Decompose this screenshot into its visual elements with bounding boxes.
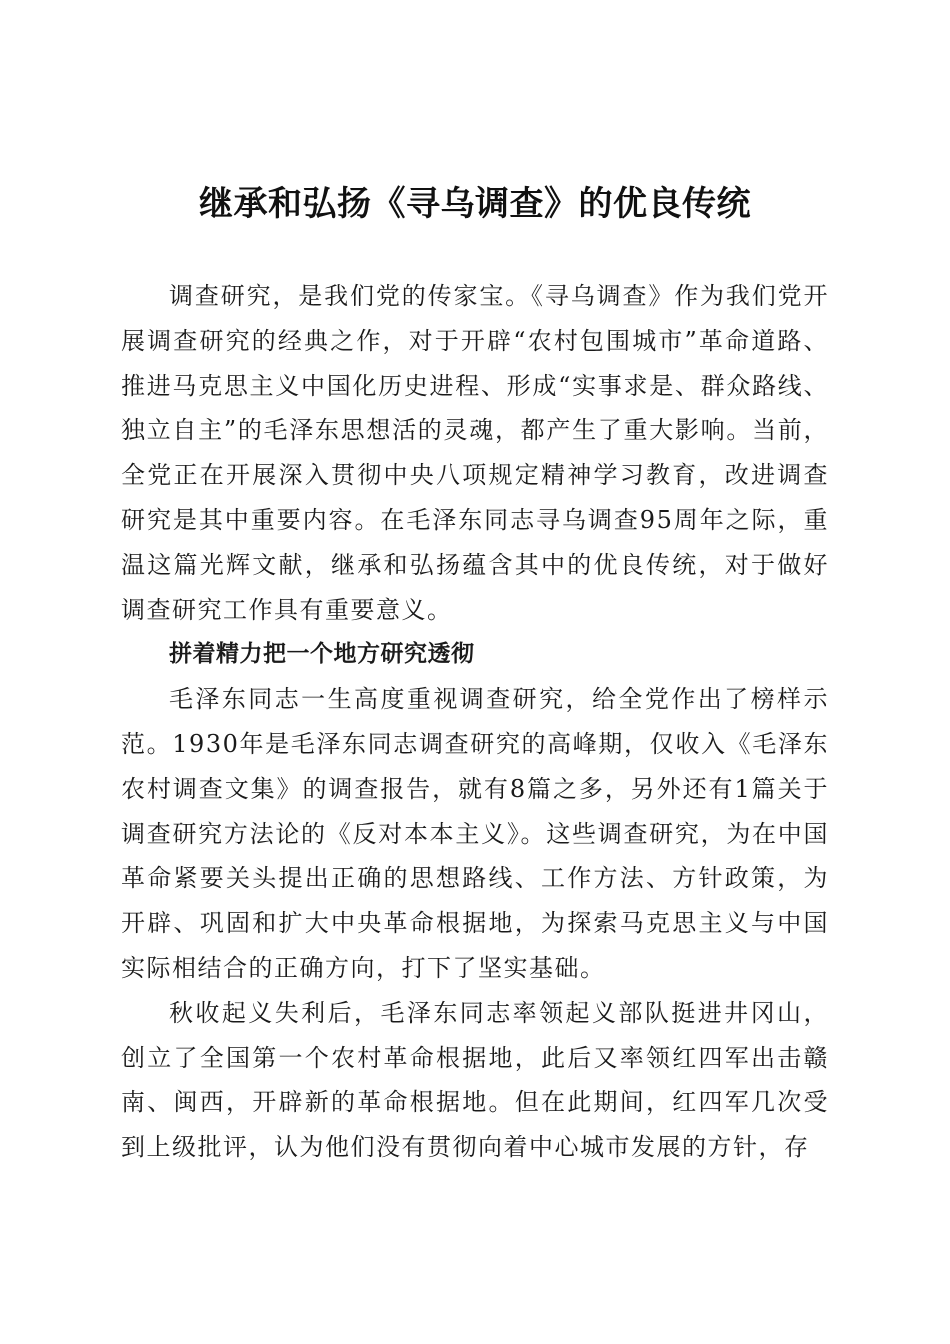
section-heading: 拼着精力把一个地方研究透彻: [169, 641, 475, 668]
document-title: 继承和弘扬《寻乌调查》的优良传统: [199, 184, 751, 224]
paragraph-intro: 调查研究，是我们党的传家宝。《寻乌调查》作为我们党开展调查研究的经典之作，对于开辟“农村包围城市”革命道路、推进马克思主义中国化历史进程、形成“实事求是、群众路线、独立自主”的毛泽东思想活的灵魂，都产生了重大影响。当前，全党正在开展深入贯彻中央八项规定精神学习教育，改进调查研究是其中重要内容。在毛泽东同志寻乌调查95周年之际，重温这篇光辉文献，继承和弘扬蕴含其中的优良传统，对于做好调查研究工作具有重要意义。: [121, 282, 829, 624]
document-body: [121, 274, 829, 1170]
paragraph-autumn-uprising: 秋收起义失利后，毛泽东同志率领起义部队挺进井冈山，创立了全国第一个农村革命根据地，此后又率领红四军出击赣南、闽西，开辟新的革命根据地。但在此期间，红四军几次受到上级批评，认为他们没有贯彻向着中心城市发展的方针，存: [121, 998, 829, 1162]
paragraph-research-1930: 毛泽东同志一生高度重视调查研究，给全党作出了榜样示范。1930年是毛泽东同志调查研究的高峰期，仅收入《毛泽东农村调查文集》的调查报告，就有8篇之多，另外还有1篇关于调查研究方法论的《反对本本主义》。这些调查研究，为在中国革命紧要关头提出正确的思想路线、工作方法、方针政策，为开辟、巩固和扩大中央革命根据地，为探索马克思主义与中国实际相结合的正确方向，打下了坚实基础。: [121, 685, 829, 982]
